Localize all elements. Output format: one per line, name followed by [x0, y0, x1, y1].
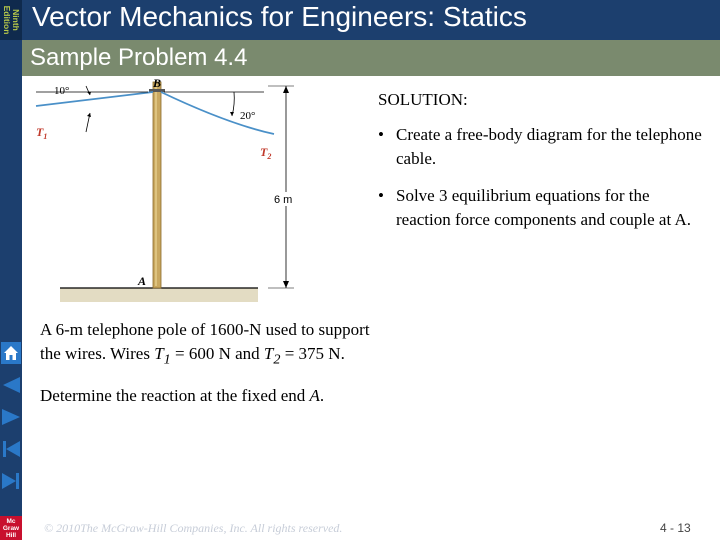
solution-bullet: [378, 123, 708, 171]
skip-forward-icon[interactable]: [0, 468, 22, 494]
edition-line1: Ninth: [11, 9, 21, 31]
pole: [153, 82, 161, 288]
label-B: B: [153, 76, 162, 90]
page-number: 4 - 13: [660, 521, 691, 535]
solution-section: [378, 88, 708, 245]
angle-right-label: 20°: [240, 110, 256, 122]
problem-paragraph-1: A 6-m telephone pole of 1600-N used to support the wires. Wires $T_1 = 600$ N and $T_2 = 375$ N.: [40, 320, 370, 368]
edition-badge: [0, 0, 22, 40]
dimension-label: 6 m: [274, 194, 293, 206]
label-A: A: [138, 274, 147, 288]
angle-left-label: 10°: [54, 85, 70, 97]
mcgraw-hill-logo: Mc Graw Hill: [0, 516, 22, 540]
label-T1: $T_1$: [36, 125, 48, 141]
bullet-dot: •: [378, 125, 384, 144]
triangle-left-icon[interactable]: [0, 372, 22, 398]
label-T2: $T_2$: [260, 145, 272, 161]
home-icon[interactable]: [0, 340, 22, 366]
slide-header: [22, 0, 720, 40]
ground: [60, 288, 258, 302]
telephone-pole-figure: [28, 76, 328, 306]
slide-title: Sample Problem 4.4: [30, 44, 248, 71]
skip-back-icon[interactable]: [0, 436, 22, 462]
problem-statement: [40, 318, 370, 421]
edition-line2: Edition: [2, 5, 12, 35]
book-title: Vector Mechanics for Engineers: Statics: [32, 1, 527, 32]
wire-right: [161, 92, 274, 134]
problem-paragraph-2: Determine the reaction at the fixed end A.: [40, 386, 325, 406]
solution-heading: SOLUTION:: [378, 90, 468, 109]
slide-subheader: [22, 40, 720, 76]
copyright-notice: © 2010The McGraw-Hill Companies, Inc. All rights reserved.: [44, 521, 343, 535]
solution-bullet-text: Create a free-body diagram for the telephone cable.: [396, 125, 702, 168]
bullet-dot: •: [378, 186, 384, 205]
solution-bullet-text: Solve 3 equilibrium equations for the reaction force components and couple at A.: [396, 186, 692, 229]
triangle-right-icon[interactable]: [0, 404, 22, 430]
solution-bullet: [378, 184, 708, 232]
